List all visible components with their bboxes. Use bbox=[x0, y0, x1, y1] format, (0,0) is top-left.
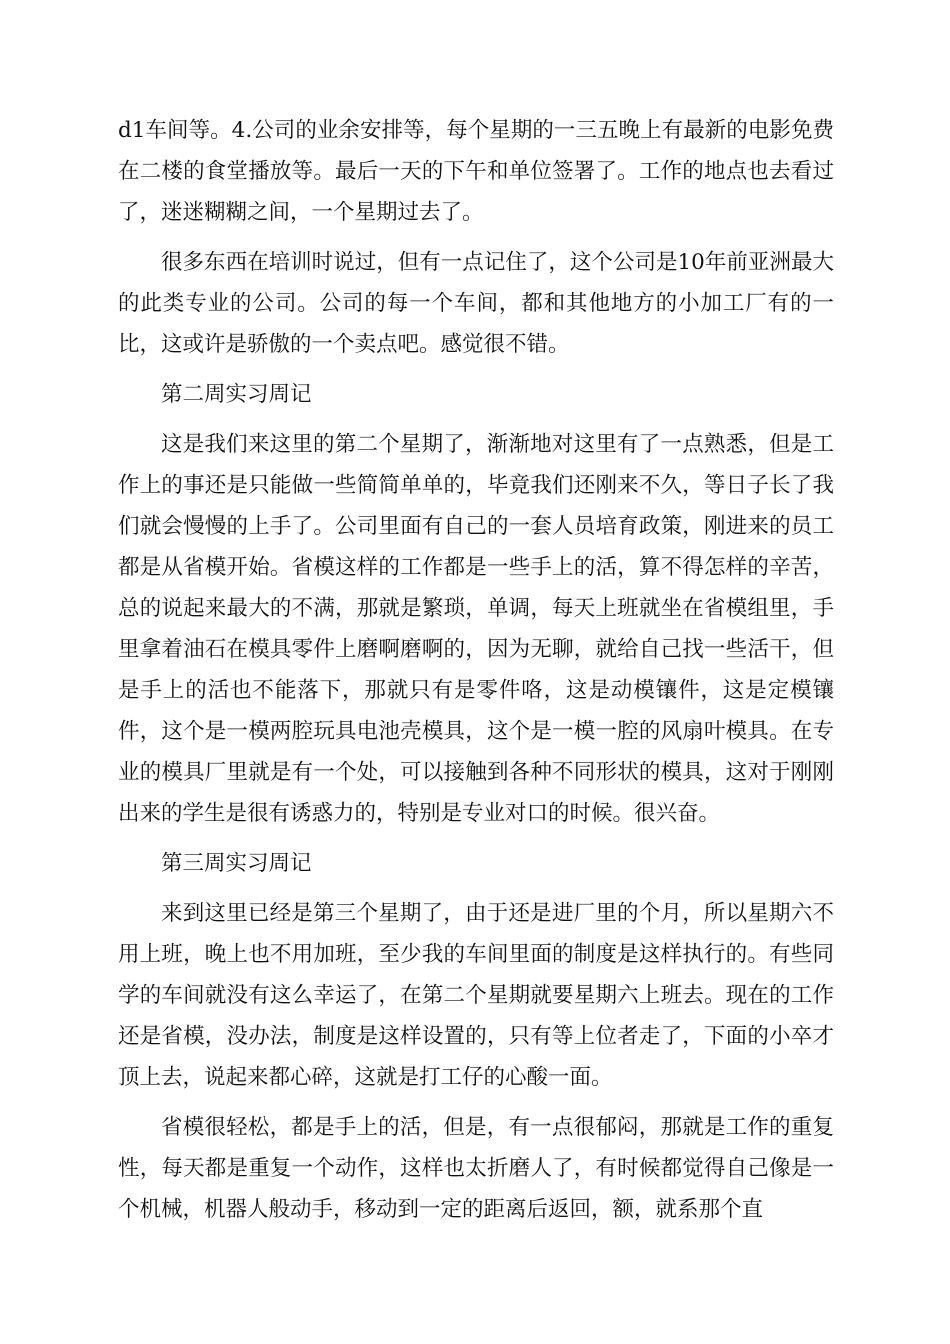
paragraph-polishing: 省模很轻松，都是手上的活，但是，有一点很郁闷，那就是工作的重复性，每天都是重复一个动作，这样也太折磨人了，有时候都觉得自己像是一个机械，机器人般动手，移动到一定的距离后返回，额，就系那个直 bbox=[118, 1115, 834, 1222]
section-heading-week-two: 第二周实习周记 bbox=[161, 382, 312, 407]
paragraph-continued: d1车间等。4.公司的业余安排等，每个星期的一三五晚上有最新的电影免费在二楼的食堂播放等。最后一天的下午和单位签署了。工作的地点也去看过了，迷迷糊糊之间，一个星期过去了。 bbox=[118, 118, 834, 225]
section-heading-week-three: 第三周实习周记 bbox=[161, 851, 312, 876]
paragraph-week-two: 这是我们来这里的第二个星期了，渐渐地对这里有了一点熟悉，但是工作上的事还是只能做一些简简单单的，毕竟我们还刚来不久，等日子长了我们就会慢慢的上手了。公司里面有自己的一套人员培育政策，刚进来的员工都是从省模开始。省模这样的工作都是一些手上的活，算不得怎样的辛苦，总的说起来最大的不满，那就是繁琐，单调，每天上班就坐在省模组里，手里拿着油石在模具零件上磨啊磨啊的，因为无聊，就给自己找一些活干，但是手上的活也不能落下，那就只有是零件咯，这是动模镶件，这是定模镶件，这个是一模两腔玩具电池壳模具，这个是一模一腔的风扇叶模具。在专业的模具厂里就是有一个处，可以接触到各种不同形状的模具，这对于刚刚出来的学生是很有诱惑力的，特别是专业对口的时候。很兴奋。 bbox=[118, 432, 834, 826]
paragraph-training: 很多东西在培训时说过，但有一点记住了，这个公司是10年前亚洲最大的此类专业的公司。公司的每一个车间，都和其他地方的小加工厂有的一比，这或许是骄傲的一个卖点吧。感觉很不错。 bbox=[118, 250, 834, 357]
document-body bbox=[118, 110, 834, 1239]
paragraph-week-three: 来到这里已经是第三个星期了，由于还是进厂里的个月，所以星期六不用上班，晚上也不用加班，至少我的车间里面的制度是这样执行的。有些同学的车间就没有这么幸运了，在第二个星期就要星期六上班去。现在的工作还是省模，没办法，制度是这样设置的，只有等上位者走了，下面的小卒才顶上去，说起来都心碎，这就是打工仔的心酸一面。 bbox=[118, 901, 834, 1090]
